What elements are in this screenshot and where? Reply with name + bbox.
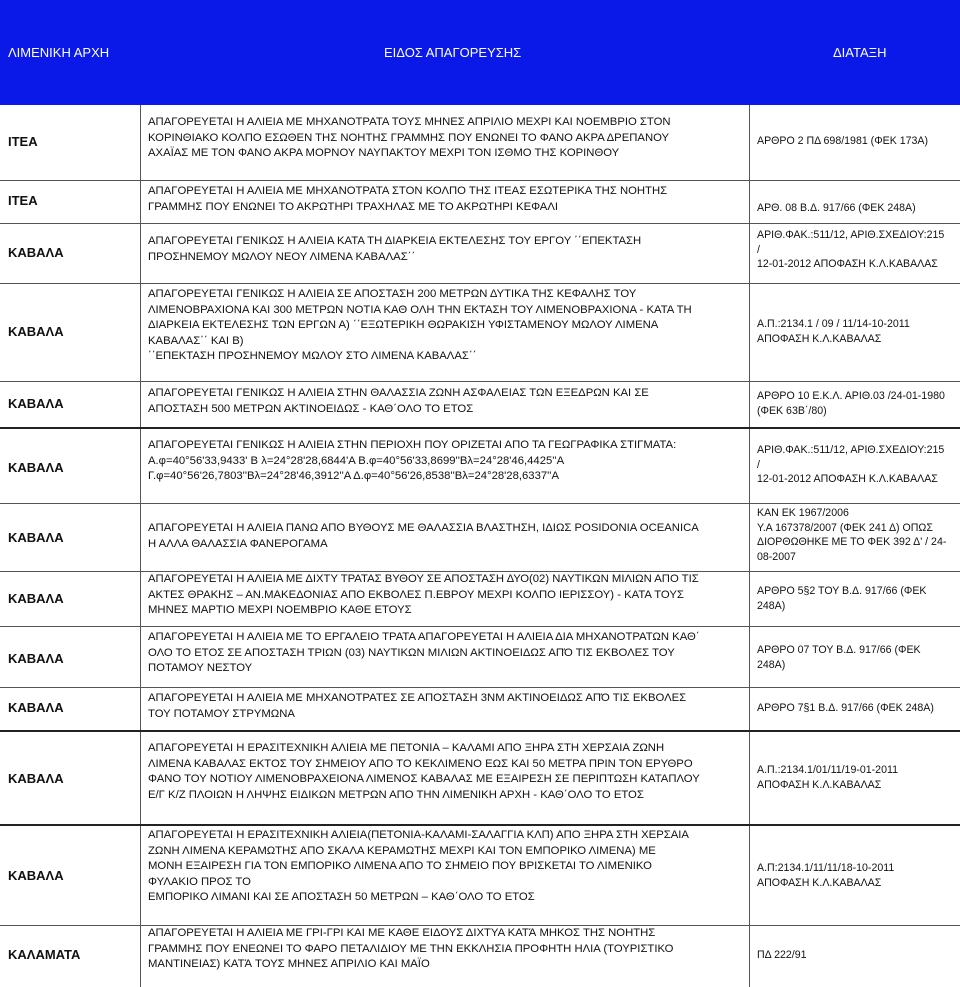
law-line: ΑΠΟΦΑΣΗ Κ.Λ.ΚΑΒΑΛΑΣ [757, 332, 882, 345]
header-type: ΕΙΔΟΣ ΑΠΑΓΟΡΕΥΣΗΣ [384, 45, 522, 60]
law-cell [757, 948, 957, 963]
authority-cell: ΙΤΕΑ [8, 134, 38, 149]
law-cell [757, 389, 957, 418]
header-authority: ΛΙΜΕΝΙΚΗ ΑΡΧΗ [8, 45, 110, 60]
law-line: ΚΑΝ ΕΚ 1967/2006 [757, 507, 849, 519]
description-line: ΛΙΜΕΝΑ ΚΑΒΑΛΑΣ ΕΚΤΟΣ ΤΟΥ ΣΗΜΕΙΟΥ ΑΠΟ ΤΟ ΚΕΚΛΙΜΕΝΟ ΕΩΣ ΚΑΙ 50 ΜΕΤΡΑ ΠΡΙΝ ΤΟΝ ΕΡΥΘΡΟ [148, 757, 693, 770]
table-row [0, 427, 960, 503]
authority-cell: ΙΤΕΑ [8, 193, 38, 208]
table-row [0, 925, 960, 987]
description-line: ΕΜΠΟΡΙΚΟ ΛΙΜΑΝΙ ΚΑΙ ΣΕ ΑΠΟΣΤΑΣΗ 50 ΜΕΤΡΩΝ – ΚΑΘ΄ΟΛΟ ΤΟ ΕΤΟΣ [148, 891, 535, 904]
description-line: ΚΑΒΑΛΑΣ΄΄ ΚΑΙ Β) [148, 334, 244, 347]
law-line: ΑΡΘΡΟ 5§2 ΤΟΥ Β.Δ. 917/66 (ΦΕΚ [757, 585, 927, 597]
authority-cell: ΚΑΒΑΛΑ [8, 530, 64, 545]
law-cell [757, 861, 957, 890]
authority-cell: ΚΑΒΑΛΑ [8, 245, 64, 260]
law-cell [757, 443, 957, 487]
description-line: ΑΠΑΓΟΡΕΥΕΤΑΙ Η ΑΛΙΕΙΑ ΜΕ ΜΗΧΑΝΟΤΡΑΤΑ ΣΤΟΝ ΚΟΛΠΟ ΤΗΣ ΙΤΕΑΣ ΕΣΩΤΕΡΙΚΑ ΤΗΣ ΝΟΗΤΗΣ [148, 185, 668, 197]
description-cell [148, 691, 758, 722]
table-row [0, 381, 960, 427]
description-cell [148, 115, 758, 162]
table-row [0, 687, 960, 730]
law-line: ΑΡΘΡΟ 07 ΤΟΥ Β.Δ. 917/66 (ΦΕΚ [757, 644, 921, 656]
law-line: ΑΠΟΦΑΣΗ Κ.Λ.ΚΑΒΑΛΑΣ [757, 876, 882, 889]
header-law: ΔΙΑΤΑΞΗ [833, 45, 887, 60]
law-line: ΔΙΟΡΘΩΘΗΚΕ ΜΕ ΤΟ ΦΕΚ 392 Δ' / 24- [757, 536, 947, 548]
law-line: Α.Π:2134.1/11/11/18-10-2011 [757, 862, 895, 874]
description-cell [148, 287, 758, 365]
authority-cell: ΚΑΒΑΛΑ [8, 396, 64, 411]
law-cell [757, 201, 957, 216]
authority-cell: ΚΑΒΑΛΑ [8, 324, 64, 339]
description-line: ΑΚΤΕΣ ΘΡΑΚΗΣ – ΑΝ.ΜΑΚΕΔΟΝΙΑΣ ΑΠΟ ΕΚΒΟΛΕΣ Π.ΕΒΡΟΥ ΜΕΧΡΙ ΚΟΛΠΟ ΙΕΡΙΣΣΟΥ) - ΚΑΤΑ ΤΟΥΣ [148, 588, 684, 601]
table-row [0, 283, 960, 381]
authority-cell: ΚΑΒΑΛΑ [8, 651, 64, 666]
description-line: ΑΠΑΓΟΡΕΥΕΤΑΙ Η ΑΛΙΕΙΑ ΜΕ ΜΗΧΑΝΟΤΡΑΤΕΣ ΣΕ ΑΠΟΣΤΑΣΗ 3ΝΜ ΑΚΤΙΝΟΕΙΔΩΣ ΑΠΌ ΤΙΣ ΕΚΒΟΛΕΣ [148, 692, 687, 704]
law-line: ΠΔ 222/91 [757, 949, 807, 961]
law-line: Α.Π.:2134.1/01/11/19-01-2011 [757, 764, 898, 776]
law-line: ΑΡΘΡΟ 2 ΠΔ 698/1981 (ΦΕΚ 173Α) [757, 135, 928, 147]
description-line: ΜΑΝΤΙΝΕΙΑΣ) ΚΑΤΆ ΤΟΥΣ ΜΗΝΕΣ ΑΠΡΙΛΙΟ ΚΑΙ ΜΑΪΟ [148, 958, 430, 971]
description-line: ΑΠΑΓΟΡΕΥΕΤΑΙ ΓΕΝΙΚΩΣ Η ΑΛΙΕΙΑ ΚΑΤΑ ΤΗ ΔΙΑΡΚΕΙΑ ΕΚΤΕΛΕΣΗΣ ΤΟΥ ΕΡΓΟΥ ΄΄ΕΠΕΚΤΑΣΗ [148, 235, 642, 247]
description-line: ΑΠΑΓΟΡΕΥΕΤΑΙ Η ΕΡΑΣΙΤΕΧΝΙΚΗ ΑΛΙΕΙΑ ΜΕ ΠΕΤΟΝΙΑ – ΚΑΛΑΜΙ ΑΠΟ ΞΗΡΑ ΣΤΗ ΧΕΡΣΑΙΑ ΖΩΝΗ [148, 742, 665, 754]
authority-cell: ΚΑΒΑΛΑ [8, 591, 64, 606]
description-line: ΑΠΑΓΟΡΕΥΕΤΑΙ ΓΕΝΙΚΩΣ Η ΑΛΙΕΙΑ ΣΤΗΝ ΠΕΡΙΟΧΗ ΠΟΥ ΟΡΙΖΕΤΑΙ ΑΠΟ ΤΑ ΓΕΩΓΡΑΦΙΚΑ ΣΤΙΓΜΑΤΑ: [148, 439, 677, 451]
authority-cell: ΚΑΒΑΛΑ [8, 771, 64, 786]
description-line: ΑΠΑΓΟΡΕΥΕΤΑΙ ΓΕΝΙΚΩΣ Η ΑΛΙΕΙΑ ΣΤΗΝ ΘΑΛΑΣΣΙΑ ΖΩΝΗ ΑΣΦΑΛΕΙΑΣ ΤΩΝ ΕΞΕΔΡΩΝ ΚΑΙ ΣΕ [148, 387, 649, 399]
description-line: ΓΡΑΜΜΗΣ ΠΟΥ ΕΝΕΩΝΕΙ ΤΟ ΦΑΡΟ ΠΕΤΑΛΙΔΙΟΥ ΜΕ ΤΗΝ ΕΚΚΛΗΣΙΑ ΠΡΟΦΗΤΗ ΗΛΙΑ (ΤΟΥΡΙΣΤΙΚΟ [148, 942, 674, 955]
law-line: ΑΡΘ. 08 Β.Δ. 917/66 (ΦΕΚ 248Α) [757, 202, 916, 214]
table-row [0, 503, 960, 571]
description-cell [148, 741, 758, 803]
table-row [0, 223, 960, 283]
table-row [0, 571, 960, 626]
law-line: 08-2007 [757, 550, 796, 563]
description-line: ΛΙΜΕΝΟΒΡΑΧΙΟΝΑ ΚΑΙ 300 ΜΕΤΡΩΝ ΝΟΤΙΑ ΚΑΘ ΟΛΗ ΤΗΝ ΕΚΤΑΣΗ ΤΟΥ ΛΙΜΕΝΟΒΡΑΧΙΟΝΑ - ΚΑΤΑ ΤΗ [148, 303, 692, 316]
table-row [0, 105, 960, 180]
description-line: Η ΑΛΛΑ ΘΑΛΑΣΣΙΑ ΦΑΝΕΡΟΓΑΜΑ [148, 537, 328, 550]
description-line: ΑΠΑΓΟΡΕΥΕΤΑΙ Η ΑΛΙΕΙΑ ΜΕ ΔΙΧΤΥ ΤΡΑΤΑΣ ΒΥΘΟΥ ΣΕ ΑΠΟΣΤΑΣΗ ΔΥΟ(02) ΝΑΥΤΙΚΩΝ ΜΙΛΙΩΝ ΑΠΟ ΤΙΣ [148, 573, 699, 585]
description-cell [148, 386, 758, 417]
law-line: 12-01-2012 ΑΠΟΦΑΣΗ Κ.Λ.ΚΑΒΑΛΑΣ [757, 473, 938, 485]
description-line: ΑΧΑΪΑΣ ΜΕ ΤΟΝ ΦΑΝΟ ΑΚΡΑ ΜΟΡΝΟΥ ΝΑΥΠΑΚΤΟΥ ΜΕΧΡΙ ΤΟΝ ΙΣΘΜΟ ΤΗΣ ΚΟΡΙΝΘΟΥ [148, 147, 620, 160]
table-row [0, 730, 960, 824]
law-cell [757, 228, 957, 272]
description-line: ΑΠΑΓΟΡΕΥΕΤΑΙ Η ΑΛΙΕΙΑ ΜΕ ΜΗΧΑΝΟΤΡΑΤΑ ΤΟΥΣ ΜΗΝΕΣ ΑΠΡΙΛΙΟ ΜΕΧΡΙ ΚΑΙ ΝΟΕΜΒΡΙΟ ΣΤΟΝ [148, 116, 671, 128]
law-line: ΑΡΘΡΟ 10 Ε.Κ.Λ. ΑΡΙΘ.03 /24-01-1980 [757, 390, 945, 402]
description-cell [148, 926, 758, 973]
description-line: ΑΠΑΓΟΡΕΥΕΤΑΙ Η ΑΛΙΕΙΑ ΜΕ ΤΟ ΕΡΓΑΛΕΙΟ ΤΡΑΤΑ ΑΠΑΓΟΡΕΥΕΤΑΙ Η ΑΛΙΕΙΑ ΔΙΑ ΜΗΧΑΝΟΤΡΑΤΩΝ ΚΑΘ΄ [148, 631, 700, 643]
law-line: ΑΡΙΘ.ΦΑΚ.:511/12, ΑΡΙΘ.ΣΧΕΔΙΟΥ:215 [757, 229, 945, 241]
law-line: ΑΡΙΘ.ΦΑΚ.:511/12, ΑΡΙΘ.ΣΧΕΔΙΟΥ:215 [757, 444, 945, 456]
description-line: ΤΟΥ ΠΟΤΑΜΟΥ ΣΤΡΥΜΩΝΑ [148, 707, 295, 720]
law-cell [757, 584, 957, 613]
description-line: ΜΗΝΕΣ ΜΑΡΤΙΟ ΜΕΧΡΙ ΝΟΕΜΒΡΙΟ ΚΑΘΕ ΕΤΟΥΣ [148, 604, 412, 617]
description-line: ΦΥΛΑΚΙΟ ΠΡΟΣ ΤΟ [148, 875, 251, 888]
law-line: 248Α) [757, 599, 786, 612]
law-cell [757, 134, 957, 149]
description-cell [148, 572, 758, 619]
law-line: 12-01-2012 ΑΠΟΦΑΣΗ Κ.Λ.ΚΑΒΑΛΑΣ [757, 258, 938, 270]
table-row [0, 626, 960, 687]
table-row [0, 824, 960, 925]
law-line: / [757, 458, 760, 471]
authority-cell: ΚΑΒΑΛΑ [8, 700, 64, 715]
law-line: 248Α) [757, 658, 786, 671]
description-line: ΑΠΑΓΟΡΕΥΕΤΑΙ Η ΕΡΑΣΙΤΕΧΝΙΚΗ ΑΛΙΕΙΑ(ΠΕΤΟΝΙΑ-ΚΑΛΑΜΙ-ΣΑΛΑΓΓΙΑ ΚΛΠ) ΑΠΟ ΞΗΡΑ ΣΤΗ ΧΕΡΣΑΙΑ [148, 829, 689, 841]
law-cell [757, 506, 957, 564]
description-cell [148, 234, 758, 265]
authority-cell: ΚΑΒΑΛΑ [8, 460, 64, 475]
law-cell [757, 763, 957, 792]
description-cell [148, 521, 758, 552]
description-cell [148, 184, 758, 215]
description-line: Γ.φ=40°56'26,7803''Βλ=24°28'46,3912''Α Δ.φ=40°56'26,8538''Βλ=24°28'28,6337''Α [148, 470, 559, 483]
description-line: ΖΩΝΗ ΛΙΜΕΝΑ ΚΕΡΑΜΩΤΗΣ ΑΠΟ ΣΚΑΛΑ ΚΕΡΑΜΩΤΗΣ ΜΕΧΡΙ ΚΑΙ ΤΟΝ ΕΜΠΟΡΙΚΟ ΛΙΜΕΝΑ) ΜΕ [148, 844, 656, 857]
description-cell [148, 630, 758, 677]
law-cell [757, 317, 957, 346]
law-line: (ΦΕΚ 63Β΄/80) [757, 404, 827, 417]
description-line: ΠΡΟΣΗΝΕΜΟΥ ΜΩΛΟΥ ΝΕΟΥ ΛΙΜΕΝΑ ΚΑΒΑΛΑΣ΄΄ [148, 250, 416, 263]
law-line: ΑΡΘΡΟ 7§1 Β.Δ. 917/66 (ΦΕΚ 248Α) [757, 702, 934, 714]
description-line: ΚΟΡΙΝΘΙΑΚΟ ΚΟΛΠΟ ΕΣΩΘΕΝ ΤΗΣ ΝΟΗΤΗΣ ΓΡΑΜΜΗΣ ΠΟΥ ΕΝΩΝΕΙ ΤΟ ΦΑΝΟ ΑΚΡΑ ΔΡΕΠΑΝΟΥ [148, 131, 670, 144]
description-line: Α.φ=40°56'33,9433' Β λ=24°28'28,6844'Α Β.φ=40°56'33,8699''Βλ=24°28'46,4425''Α [148, 454, 565, 467]
description-line: ΠΟΤΑΜΟΥ ΝΕΣΤΟΥ [148, 662, 253, 675]
description-cell [148, 828, 758, 906]
law-cell [757, 643, 957, 672]
description-line: ΓΡΑΜΜΗΣ ΠΟΥ ΕΝΩΝΕΙ ΤΟ ΑΚΡΩΤΗΡΙ ΤΡΑΧΗΛΑΣ ΜΕ ΤΟ ΑΚΡΩΤΗΡΙ ΚΕΦΑΛΙ [148, 200, 559, 213]
description-line: ΦΑΝΟ ΤΟΥ ΝΟΤΙΟΥ ΛΙΜΕΝΟΒΡΑΧΕΙΟΝΑ ΛΙΜΕΝΟΣ ΚΑΒΑΛΑΣ ΜΕ ΕΞΑΙΡΕΣΗ ΣΕ ΠΕΡΙΠΤΩΣΗ ΚΑΤΑΠΛΟΥ [148, 773, 700, 786]
law-cell [757, 701, 957, 716]
law-line: ΑΠΟΦΑΣΗ Κ.Λ.ΚΑΒΑΛΑΣ [757, 778, 882, 791]
table-row [0, 180, 960, 223]
description-line: ΜΟΝΗ ΕΞΑΙΡΕΣΗ ΓΙΑ ΤΟΝ ΕΜΠΟΡΙΚΟ ΛΙΜΕΝΑ ΑΠΟ ΤΟ ΣΗΜΕΙΟ ΠΟΥ ΒΡΙΣΚΕΤΑΙ ΤΟ ΛΙΜΕΝΙΚΟ [148, 860, 652, 873]
law-line: Α.Π.:2134.1 / 09 / 11/14-10-2011 [757, 318, 910, 330]
description-line: ΟΛΟ ΤΟ ΕΤΟΣ ΣΕ ΑΠΟΣΤΑΣΗ ΤΡΙΩΝ (03) ΝΑΥΤΙΚΩΝ ΜΙΛΙΩΝ ΑΚΤΙΝΟΕΙΔΩΣ ΑΠΌ ΤΙΣ ΕΚΒΟΛΕΣ ΤΟΥ [148, 646, 675, 659]
law-line: / [757, 243, 760, 256]
authority-cell: ΚΑΒΑΛΑ [8, 868, 64, 883]
description-line: ΄΄ΕΠΕΚΤΑΣΗ ΠΡΟΣΗΝΕΜΟΥ ΜΩΛΟΥ ΣΤΟ ΛΙΜΕΝΑ ΚΑΒΑΛΑΣ΄΄ [148, 350, 477, 363]
description-cell [148, 438, 758, 485]
authority-cell: ΚΑΛΑΜΑΤΑ [8, 947, 81, 962]
description-line: ΑΠΑΓΟΡΕΥΕΤΑΙ ΓΕΝΙΚΩΣ Η ΑΛΙΕΙΑ ΣΕ ΑΠΟΣΤΑΣΗ 200 ΜΕΤΡΩΝ ΔΥΤΙΚΑ ΤΗΣ ΚΕΦΑΛΗΣ ΤΟΥ [148, 288, 637, 300]
table-header [0, 0, 960, 105]
description-line: ΑΠΑΓΟΡΕΥΕΤΑΙ Η ΑΛΙΕΙΑ ΜΕ ΓΡΙ-ΓΡΙ ΚΑΙ ΜΕ ΚΑΘΕ ΕΙΔΟΥΣ ΔΙΧΤΥΑ ΚΑΤΆ ΜΗΚΟΣ ΤΗΣ ΝΟΗΤΗΣ [148, 927, 656, 939]
description-line: ΑΠΟΣΤΑΣΗ 500 ΜΕΤΡΩΝ ΑΚΤΙΝΟΕΙΔΩΣ - ΚΑΘ΄ΟΛΟ ΤΟ ΕΤΟΣ [148, 402, 474, 415]
description-line: Ε/Γ Κ/Ζ ΠΛΟΙΩΝ Η ΛΗΨΗΣ ΕΙΔΙΚΩΝ ΜΕΤΡΩΝ ΑΠΟ ΤΗΝ ΛΙΜΕΝΙΚΗ ΑΡΧΗ - ΚΑΘ΄ΟΛΟ ΤΟ ΕΤΟΣ [148, 788, 644, 801]
description-line: ΔΙΑΡΚΕΙΑ ΕΚΤΕΛΕΣΗΣ ΤΩΝ ΕΡΓΩΝ Α) ΄΄ΕΞΩΤΕΡΙΚΗ ΘΩΡΑΚΙΣΗ ΥΦΙΣΤΑΜΕΝΟΥ ΜΩΛΟΥ ΛΙΜΕΝΑ [148, 319, 659, 332]
law-line: Υ.Α 167378/2007 (ΦΕΚ 241 Δ) ΟΠΩΣ [757, 521, 933, 534]
description-line: ΑΠΑΓΟΡΕΥΕΤΑΙ Η ΑΛΙΕΙΑ ΠΑΝΩ ΑΠΟ ΒΥΘΟΥΣ ΜΕ ΘΑΛΑΣΣΙΑ ΒΛΑΣΤΗΣΗ, ΙΔΙΩΣ POSIDONIA OCEANICA [148, 522, 699, 534]
